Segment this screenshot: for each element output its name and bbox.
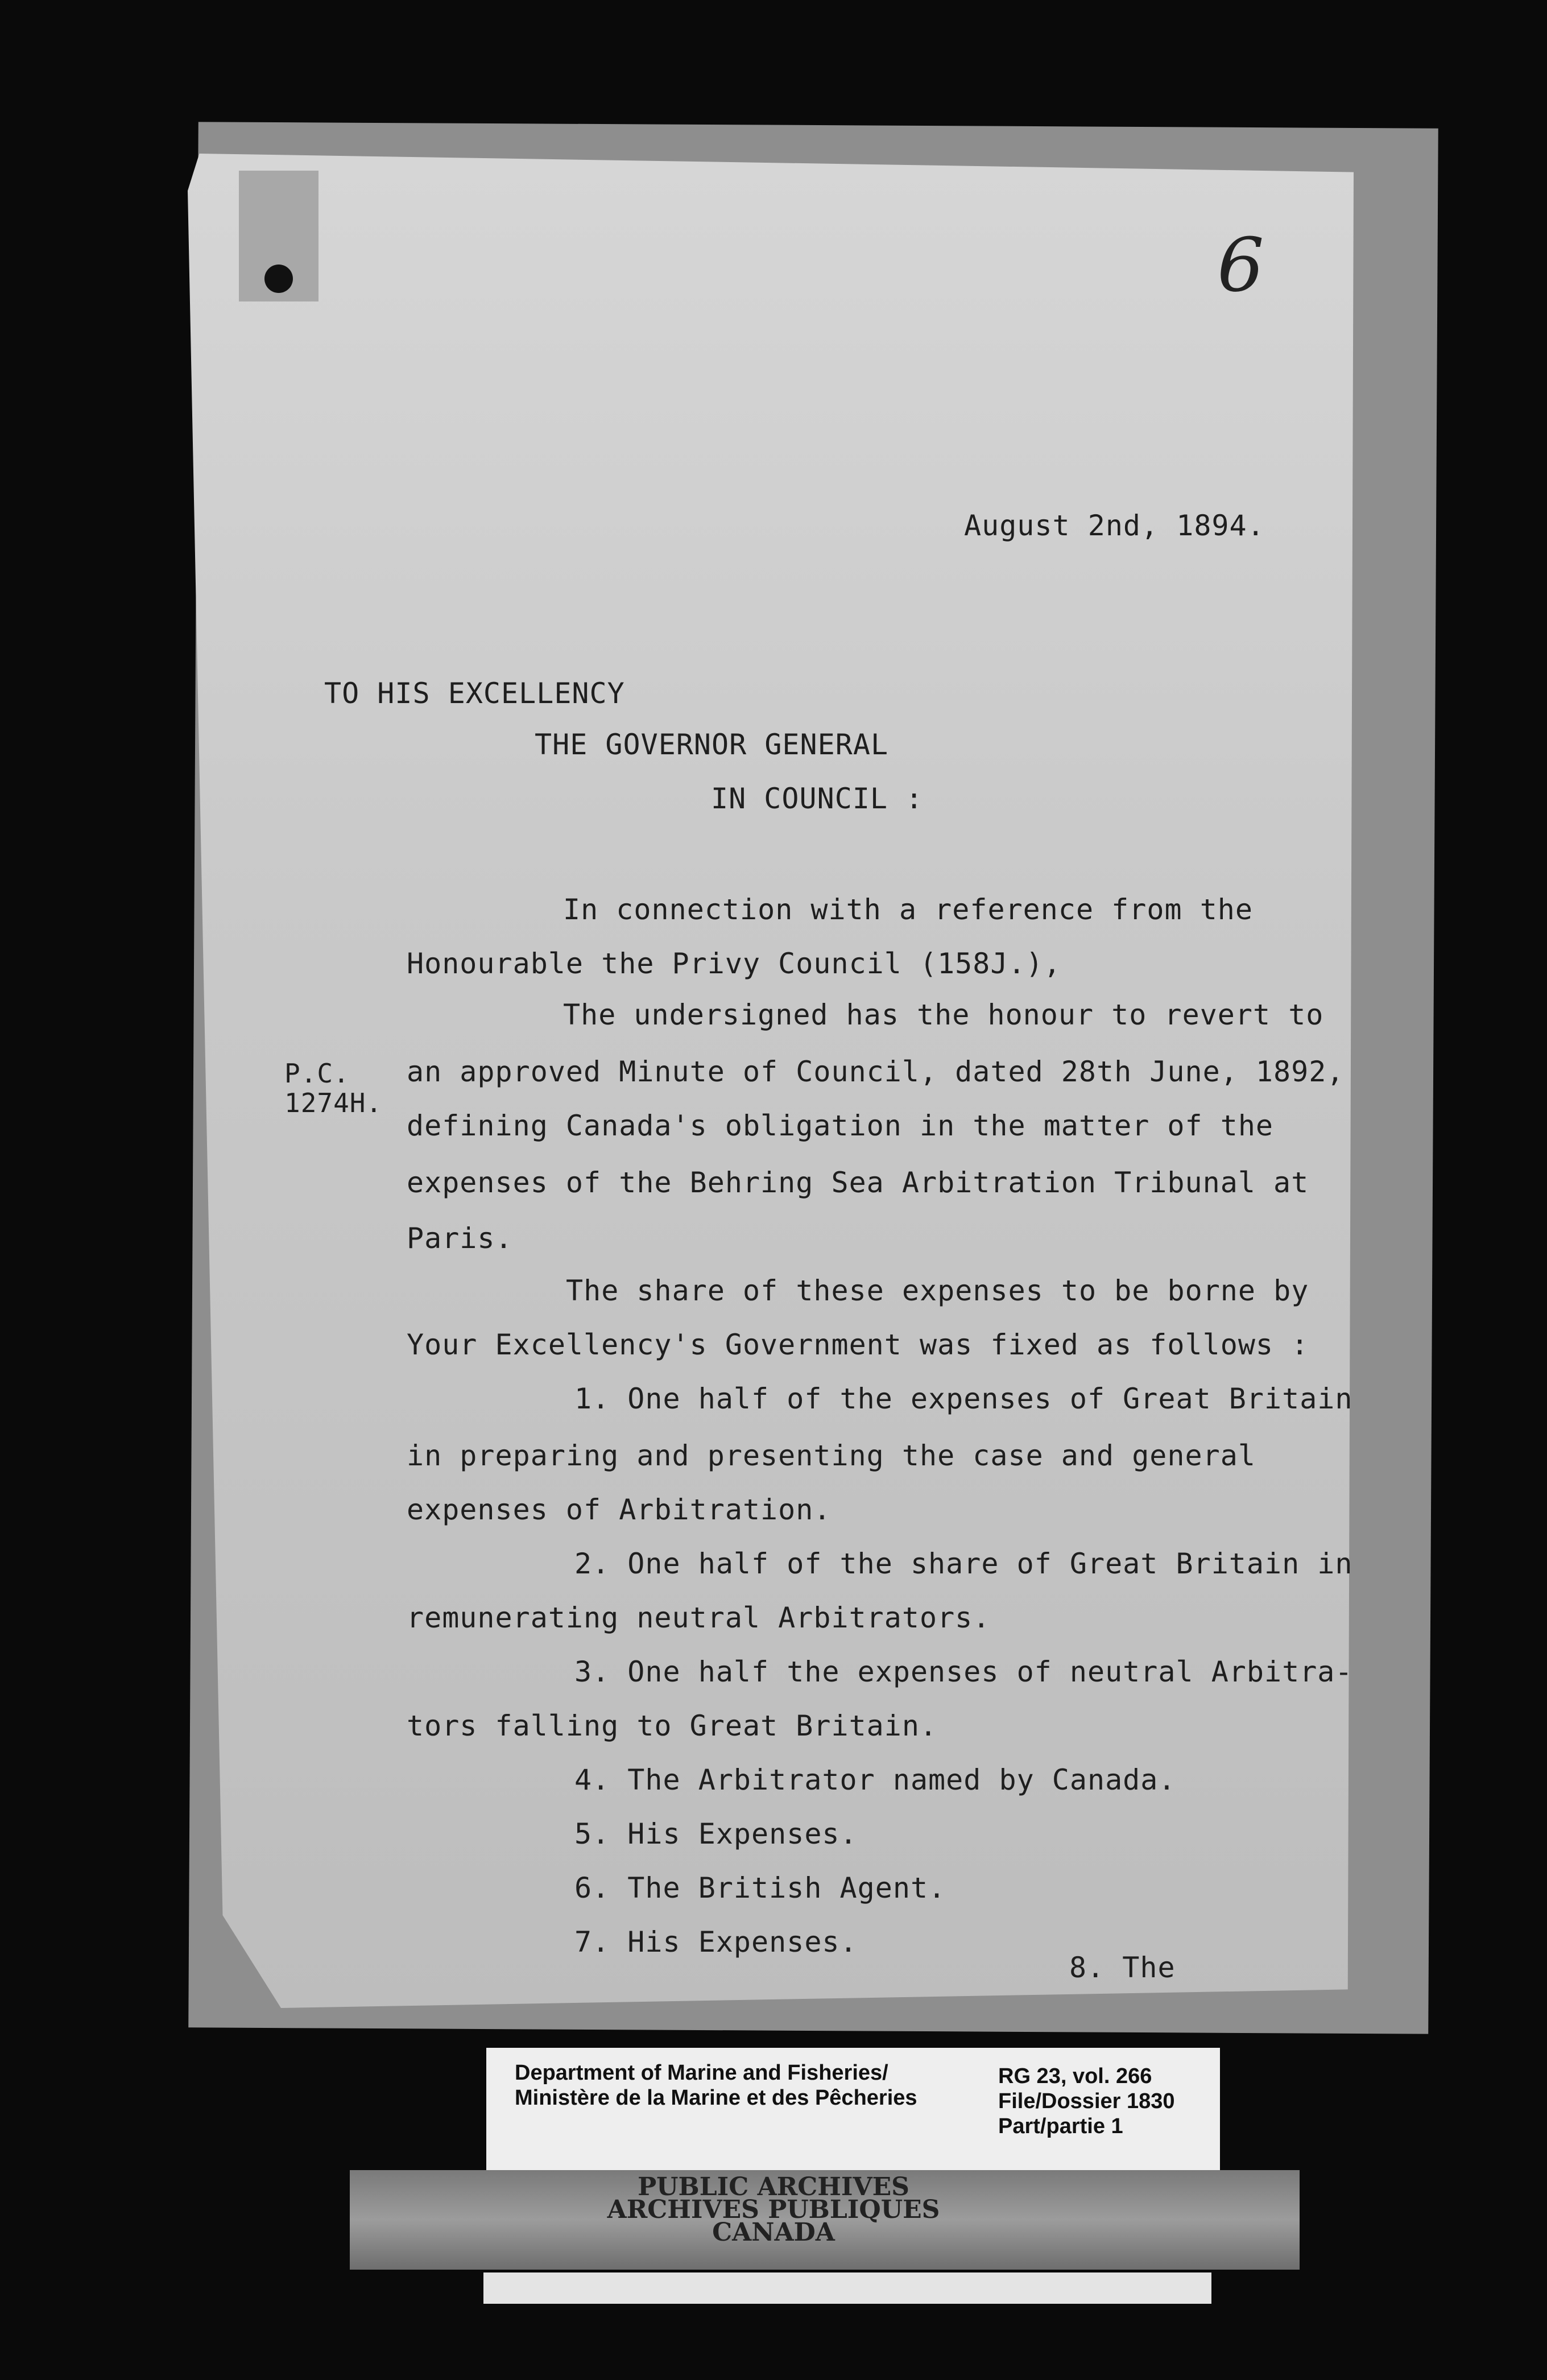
department-name [515, 2060, 917, 2110]
margin-note-line-2: 1274H. [284, 1088, 383, 1118]
bottom-label-strip [483, 2272, 1211, 2304]
list-item: 6. The British Agent. [574, 1871, 946, 1904]
archive-stamp-line-1: PUBLIC ARCHIVES [638, 2172, 909, 2201]
body-line: expenses of the Behring Sea Arbitration Tribunal at [407, 1166, 1309, 1199]
record-group: RG 23, vol. 266 [998, 2064, 1152, 2088]
body-line: an approved Minute of Council, dated 28th June, 1892, [407, 1055, 1345, 1088]
list-item: 7. His Expenses. [574, 1926, 858, 1958]
department-en: Department of Marine and Fisheries/ [515, 2061, 888, 2085]
punch-hole [264, 265, 293, 293]
body-line: Honourable the Privy Council (158J.), [407, 947, 1061, 980]
address-line-1: TO HIS EXCELLENCY [324, 677, 625, 710]
catchword: 8. The [1069, 1951, 1176, 1984]
address-line-3: IN COUNCIL : [711, 782, 924, 815]
list-item: 4. The Arbitrator named by Canada. [574, 1763, 1176, 1796]
body-line: defining Canada's obligation in the matter of the [407, 1109, 1274, 1142]
body-line: Your Excellency's Government was fixed as follows : [407, 1328, 1309, 1361]
archive-stamp-line-2: ARCHIVES PUBLIQUES [607, 2195, 940, 2224]
page-number: 6 [1217, 222, 1264, 308]
margin-note-line-1: P.C. [284, 1058, 350, 1089]
address-line-2: THE GOVERNOR GENERAL [535, 728, 889, 761]
body-line: The undersigned has the honour to revert to [563, 998, 1324, 1031]
body-line: The share of these expenses to be borne by [566, 1274, 1309, 1307]
record-reference [998, 2064, 1175, 2139]
department-fr: Ministère de la Marine et des Pêcheries [515, 2086, 917, 2110]
body-line: In connection with a reference from the [563, 893, 1253, 926]
archive-stamp-line-3: CANADA [712, 2218, 835, 2247]
list-item: 5. His Expenses. [574, 1817, 858, 1850]
letter-date: August 2nd, 1894. [964, 509, 1265, 542]
body-line: expenses of Arbitration. [407, 1493, 832, 1526]
body-line: remunerating neutral Arbitrators. [407, 1601, 991, 1634]
body-line: tors falling to Great Britain. [407, 1709, 938, 1742]
body-line: Paris. [407, 1222, 513, 1255]
list-item: 2. One half of the share of Great Britain in [574, 1547, 1353, 1580]
part-number: Part/partie 1 [998, 2114, 1123, 2138]
body-line: in preparing and presenting the case and general [407, 1439, 1256, 1472]
file-number: File/Dossier 1830 [998, 2089, 1175, 2113]
list-item: 1. One half of the expenses of Great Britain [574, 1382, 1353, 1415]
list-item: 3. One half the expenses of neutral Arbitra- [574, 1655, 1353, 1688]
